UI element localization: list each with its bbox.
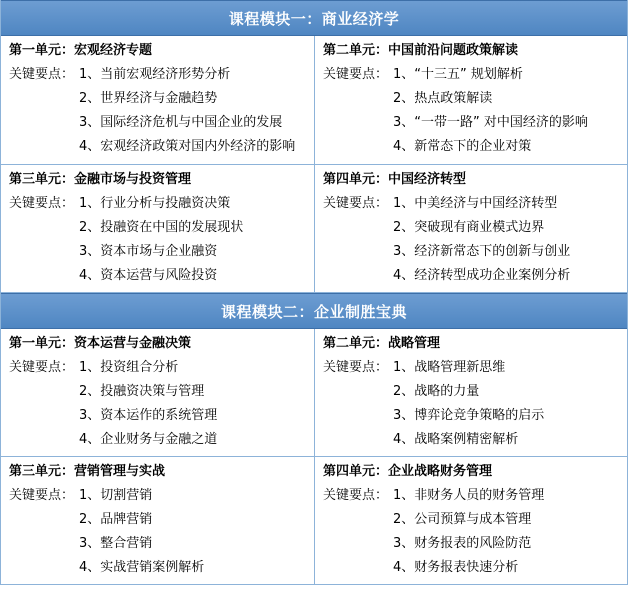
key-point: 4、战略案例精密解析 [393,432,519,447]
key-points [9,484,314,580]
key-point: 3、经济新常态下的创新与创业 [393,244,571,259]
unit-cell [1,36,314,164]
unit-title: 第四单元：中国经济转型 [323,172,467,187]
key-point: 1、非财务人员的财务管理 [393,488,545,503]
key-points-label: 关键要点： [9,67,75,82]
key-points [323,484,627,580]
unit-row [1,457,627,585]
unit-cell [314,329,627,456]
key-point: 2、投融资决策与管理 [79,384,205,399]
unit-cell [1,329,314,456]
module-1 [0,0,628,293]
key-point: 2、世界经济与金融趋势 [79,91,218,106]
key-point: 3、财务报表的风险防范 [393,536,532,551]
key-point: 3、博弈论竞争策略的启示 [393,408,545,423]
key-point: 3、资本运作的系统管理 [79,408,218,423]
key-points [9,192,314,288]
key-points-label: 关键要点： [323,196,389,211]
unit-cell [1,457,314,584]
unit-title: 第二单元：中国前沿问题政策解读 [323,43,519,58]
unit-row [1,36,627,165]
key-point: 1、投资组合分析 [79,360,179,375]
key-point: 4、资本运营与风险投资 [79,268,218,283]
key-point: 2、战略的力量 [393,384,480,399]
key-points [9,356,314,452]
key-point: 2、公司预算与成本管理 [393,512,532,527]
key-points [323,356,627,452]
key-point: 1、切割营销 [79,488,153,503]
unit-title: 第二单元：战略管理 [323,336,441,351]
module-title: 课程模块一：商业经济学 [1,0,627,36]
unit-row [1,329,627,457]
key-point: 1、战略管理新思维 [393,360,506,375]
key-points-label: 关键要点： [323,360,389,375]
unit-cell [314,36,627,164]
key-point: 1、中美经济与中国经济转型 [393,196,558,211]
unit-title: 第四单元：企业战略财务管理 [323,464,493,479]
key-point: 2、品牌营销 [79,512,153,527]
key-point: 2、热点政策解读 [393,91,493,106]
key-point: 3、国际经济危机与中国企业的发展 [79,115,283,130]
key-point: 1、“十三五” 规划解析 [393,67,523,82]
key-point: 2、投融资在中国的发展现状 [79,220,244,235]
unit-cell [1,165,314,292]
key-point: 4、宏观经济政策对国内外经济的影响 [79,139,296,154]
unit-title: 第三单元：营销管理与实战 [9,464,166,479]
unit-title: 第一单元：宏观经济专题 [9,43,153,58]
key-point: 1、当前宏观经济形势分析 [79,67,231,82]
key-point: 2、突破现有商业模式边界 [393,220,545,235]
key-points-label: 关键要点： [9,488,75,503]
key-point: 4、财务报表快速分析 [393,560,519,575]
key-points-label: 关键要点： [9,360,75,375]
key-point: 4、企业财务与金融之道 [79,432,218,447]
unit-title: 第三单元：金融市场与投资管理 [9,172,192,187]
key-point: 3、资本市场与企业融资 [79,244,218,259]
key-point: 4、经济转型成功企业案例分析 [393,268,571,283]
key-point: 4、实战营销案例解析 [79,560,205,575]
key-point: 3、整合营销 [79,536,153,551]
key-points-label: 关键要点： [323,488,389,503]
unit-cell [314,457,627,584]
key-points [323,192,627,288]
key-point: 1、行业分析与投融资决策 [79,196,231,211]
key-points [323,63,627,159]
key-point: 3、“一带一路” 对中国经济的影响 [393,115,588,130]
unit-cell [314,165,627,292]
unit-row [1,165,627,293]
module-title: 课程模块二：企业制胜宝典 [1,293,627,329]
module-2 [0,293,628,585]
key-points [9,63,314,159]
key-points-label: 关键要点： [323,67,389,82]
key-point: 4、新常态下的企业对策 [393,139,532,154]
unit-title: 第一单元：资本运营与金融决策 [9,336,192,351]
key-points-label: 关键要点： [9,196,75,211]
